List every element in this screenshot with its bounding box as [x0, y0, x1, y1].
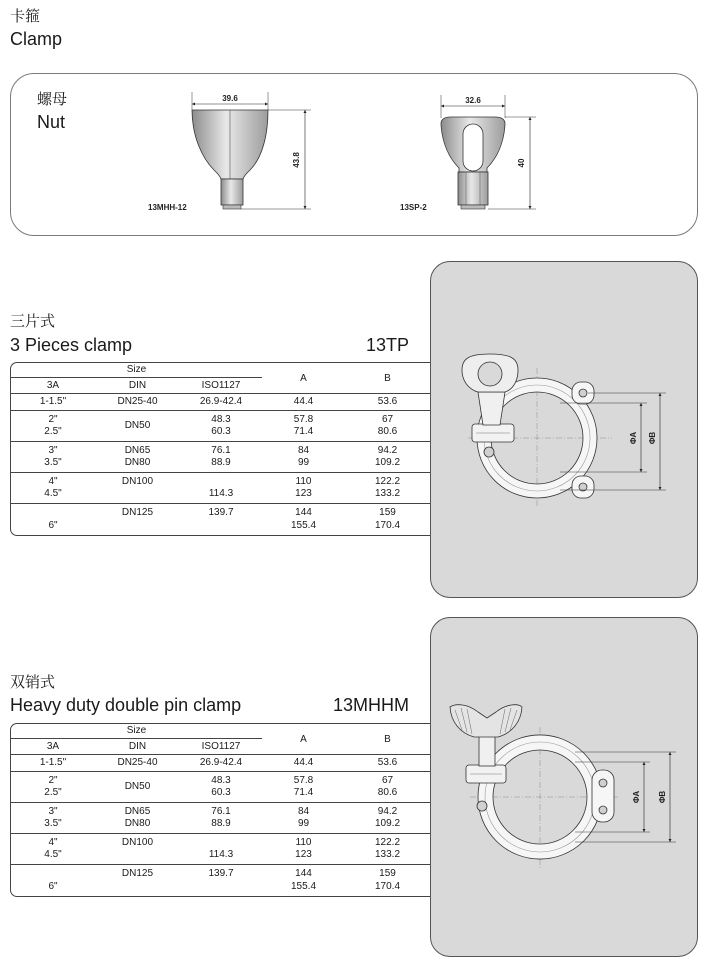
cell-value: 155.4: [290, 880, 317, 892]
size-header: Size: [11, 363, 262, 378]
cell-value: 133.2: [374, 849, 401, 860]
cell-value: 57.8: [293, 774, 314, 786]
cell-iso1127: [180, 772, 262, 802]
clamp-drawing-13tp: [430, 261, 698, 598]
cell-iso1127: [180, 865, 262, 896]
cell-a: [262, 772, 345, 802]
section-title-en: 3 Pieces clamp: [10, 335, 133, 355]
bolt-shank: [479, 736, 495, 766]
nut-code-label: 13MHH-12: [148, 203, 187, 212]
spec-table: [10, 362, 430, 536]
table-header: [11, 724, 430, 755]
bolt-shank: [478, 392, 505, 425]
cell-value: DN125: [121, 868, 154, 879]
column-header-iso1127: ISO1127: [201, 380, 241, 391]
size-header-group: [11, 724, 262, 754]
cell-value: 2.5": [44, 787, 62, 798]
cell-size-3a: [11, 504, 95, 535]
nut-section-box: [10, 73, 698, 236]
cell-value: 6": [48, 880, 58, 892]
cell-value: 114.3: [208, 849, 234, 860]
cell-b: [345, 442, 430, 472]
cell-b: [345, 473, 430, 503]
cell-iso1127: [180, 442, 262, 472]
cell-value: 133.2: [374, 488, 401, 499]
nut-stem-cap: [461, 205, 485, 209]
cell-iso1127: [180, 504, 262, 535]
cell-iso1127: [180, 834, 262, 864]
diameter-b-label: ΦB: [658, 790, 667, 804]
clamp-drawing-13mhhm: [430, 617, 698, 957]
diameter-b-label: ΦB: [648, 431, 657, 445]
cell-value: 84: [297, 805, 310, 817]
cell-value: 109.2: [374, 818, 401, 829]
cell-iso1127: [180, 411, 262, 441]
cell-size-3a: [11, 772, 95, 802]
section-title-en: Heavy duty double pin clamp: [10, 695, 242, 715]
cell-value: 123: [295, 488, 312, 499]
cell-din: [95, 442, 180, 472]
cell-value: 155.4: [290, 519, 317, 531]
cell-value: 80.6: [377, 426, 398, 437]
section-model-code: 13MHHM: [332, 695, 409, 715]
cell-iso1127: [180, 394, 262, 410]
cell-value: 60.3: [211, 426, 231, 437]
cell-value: 80.6: [377, 787, 398, 798]
cell-value: DN50: [124, 780, 151, 792]
diameter-a-label: ΦA: [629, 431, 638, 445]
cell-a: [262, 411, 345, 441]
cell-value: 3.5": [44, 457, 62, 468]
cell-value: DN25-40: [117, 756, 158, 768]
cell-b: [345, 834, 430, 864]
cell-b: [345, 411, 430, 441]
spec-table: [10, 723, 430, 897]
cell-a: [262, 834, 345, 864]
nut-drawing-13sp-2: [395, 88, 545, 218]
size-header: Size: [11, 724, 262, 739]
cell-value: DN50: [124, 419, 151, 431]
nut-stem: [458, 172, 488, 205]
column-header-3a: 3A: [46, 741, 60, 752]
cell-value: 3": [48, 444, 58, 456]
cell-a: [262, 865, 345, 896]
hinge-pin: [599, 806, 607, 814]
column-header-din: DIN: [128, 380, 147, 391]
cell-value: 110: [295, 836, 312, 848]
table-row: [11, 834, 430, 865]
cell-value: 2.5": [44, 426, 62, 437]
cell-value: 71.4: [293, 426, 314, 437]
cell-din: [95, 865, 180, 896]
cell-b: [345, 865, 430, 896]
cell-value: DN25-40: [117, 395, 158, 407]
cell-value: 48.3: [211, 413, 231, 425]
cell-size-3a: [11, 755, 95, 771]
cell-din: [95, 504, 180, 535]
cell-value: 4": [48, 836, 58, 848]
cell-a: [262, 504, 345, 535]
cell-value: 99: [297, 818, 310, 829]
cell-value: 48.3: [211, 774, 231, 786]
cell-value: 170.4: [374, 519, 401, 531]
cell-b: [345, 803, 430, 833]
cell-value: 44.4: [293, 395, 314, 407]
cell-size-3a: [11, 473, 95, 503]
cell-value: 53.6: [377, 756, 398, 768]
cell-value: 4.5": [44, 849, 62, 860]
table-row: [11, 473, 430, 504]
cell-value: 44.4: [293, 756, 314, 768]
column-header-din: DIN: [128, 741, 147, 752]
cell-value: 144: [295, 507, 312, 518]
bolt-pin: [484, 447, 494, 457]
cell-a: [262, 442, 345, 472]
nut-slot: [463, 124, 483, 171]
cell-value: 109.2: [374, 457, 401, 468]
cell-value: 123: [295, 849, 312, 860]
nut-code-label: 13SP-2: [400, 203, 427, 212]
cell-value: 144: [295, 868, 312, 879]
cell-b: [345, 772, 430, 802]
cell-value: 99: [297, 457, 310, 468]
cell-value: DN125: [121, 507, 154, 518]
cell-a: [262, 803, 345, 833]
column-header-3a: 3A: [46, 380, 60, 391]
cell-a: [262, 755, 345, 771]
cell-b: [345, 755, 430, 771]
cell-value: 139.7: [208, 868, 234, 879]
cell-value: 122.2: [374, 475, 401, 487]
table-row: [11, 394, 430, 411]
cell-value: 94.2: [377, 805, 398, 817]
section-title-cn: 双销式: [10, 673, 56, 691]
height-dimension-label: 43.8: [292, 152, 301, 168]
cell-a: [262, 473, 345, 503]
bolt-pin: [477, 801, 487, 811]
cell-value: 6": [48, 519, 58, 531]
cell-size-3a: [11, 442, 95, 472]
cell-value: 1-1.5": [39, 756, 67, 768]
nut-stem: [221, 179, 243, 205]
table-row: [11, 504, 430, 535]
cell-a: [262, 394, 345, 410]
table-row: [11, 442, 430, 473]
table-body: [11, 394, 430, 535]
cell-value: 76.1: [211, 444, 231, 456]
cell-value: 84: [297, 444, 310, 456]
cell-iso1127: [180, 755, 262, 771]
cell-value: 26.9-42.4: [199, 395, 243, 407]
table-body: [11, 755, 430, 896]
diameter-a-label: ΦA: [632, 790, 641, 804]
cell-value: 88.9: [211, 818, 231, 829]
nut-title-en: Nut: [37, 112, 66, 132]
column-header-b: B: [384, 733, 391, 745]
table-header: [11, 363, 430, 394]
nut-title-cn: 螺母: [37, 90, 68, 108]
cell-value: 71.4: [293, 787, 314, 798]
section-model-code: 13TP: [365, 335, 409, 355]
cell-din: [95, 394, 180, 410]
cell-value: 3": [48, 805, 58, 817]
cell-value: 170.4: [374, 880, 401, 892]
cell-value: 122.2: [374, 836, 401, 848]
cell-size-3a: [11, 394, 95, 410]
table-row: [11, 772, 430, 803]
cell-iso1127: [180, 803, 262, 833]
cell-value: DN65: [124, 805, 151, 817]
cell-value: 4": [48, 475, 58, 487]
eye-nut-hole: [478, 362, 502, 386]
cell-din: [95, 772, 180, 802]
cell-value: 94.2: [377, 444, 398, 456]
cell-value: DN100: [121, 475, 154, 487]
cell-value: DN100: [121, 836, 154, 848]
table-row: [11, 755, 430, 772]
cell-value: 88.9: [211, 457, 231, 468]
cell-value: DN80: [124, 818, 151, 829]
cell-value: 67: [381, 413, 394, 425]
section-title-cn: 三片式: [10, 312, 56, 330]
cell-iso1127: [180, 473, 262, 503]
column-header-b: B: [384, 372, 391, 384]
cell-b: [345, 394, 430, 410]
cell-size-3a: [11, 834, 95, 864]
width-dimension-label: 39.6: [222, 94, 238, 103]
cell-din: [95, 834, 180, 864]
cell-din: [95, 411, 180, 441]
table-row: [11, 865, 430, 896]
column-header-a: A: [300, 372, 307, 384]
page-title-en: Clamp: [10, 29, 63, 49]
cell-value: 53.6: [377, 395, 398, 407]
hinge-pin: [579, 389, 587, 397]
cell-value: 110: [295, 475, 312, 487]
cell-size-3a: [11, 411, 95, 441]
column-header-a: A: [300, 733, 307, 745]
size-header-group: [11, 363, 262, 393]
table-row: [11, 803, 430, 834]
cell-value: 67: [381, 774, 394, 786]
cell-din: [95, 473, 180, 503]
height-dimension-label: 40: [517, 158, 526, 168]
cell-value: 139.7: [208, 507, 234, 518]
nut-stem-cap: [223, 205, 241, 209]
cell-value: 1-1.5": [39, 395, 67, 407]
cell-value: 2": [48, 774, 58, 786]
cell-value: DN65: [124, 444, 151, 456]
cell-value: 159: [379, 868, 396, 879]
column-header-iso1127: ISO1127: [201, 741, 241, 752]
nut-drawing-13mhh-12: [140, 85, 320, 220]
cell-value: 4.5": [44, 488, 62, 499]
cell-value: 2": [48, 413, 58, 425]
cell-value: 159: [379, 507, 396, 518]
cell-size-3a: [11, 865, 95, 896]
cell-value: 60.3: [211, 787, 231, 798]
cell-value: 114.3: [208, 488, 234, 499]
cell-value: 26.9-42.4: [199, 756, 243, 768]
cell-size-3a: [11, 803, 95, 833]
cell-value: 76.1: [211, 805, 231, 817]
cell-value: 57.8: [293, 413, 314, 425]
hinge-pin: [599, 779, 607, 787]
cell-value: 3.5": [44, 818, 62, 829]
page-title-cn: 卡箍: [10, 7, 41, 25]
cell-value: DN80: [124, 457, 151, 468]
cell-din: [95, 803, 180, 833]
cell-b: [345, 504, 430, 535]
cell-din: [95, 755, 180, 771]
table-row: [11, 411, 430, 442]
width-dimension-label: 32.6: [465, 96, 481, 105]
wing-nut: [450, 705, 522, 737]
